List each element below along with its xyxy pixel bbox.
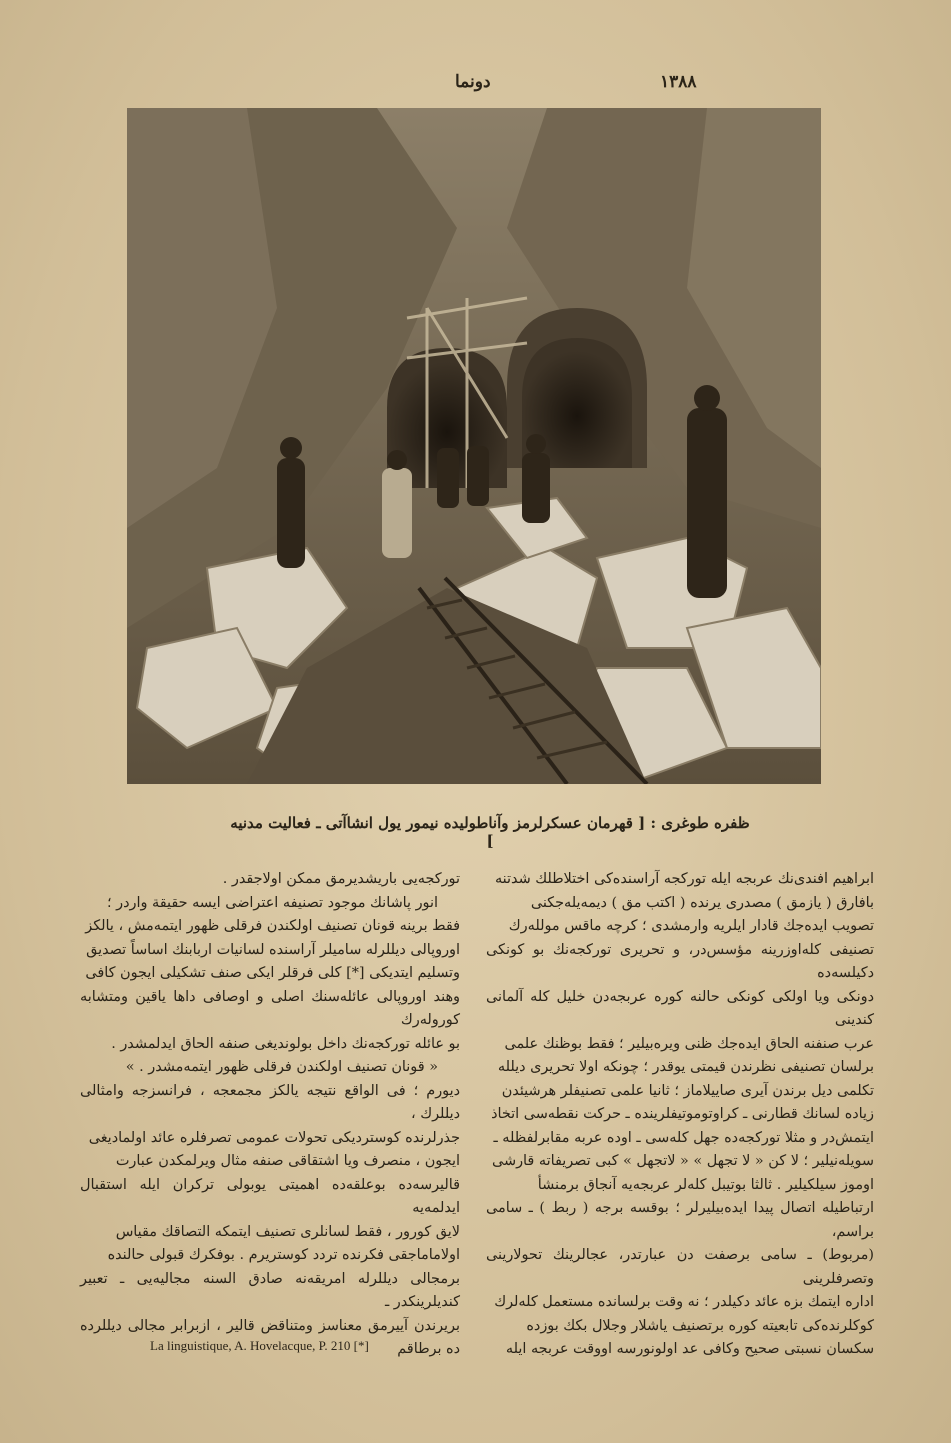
text-line: سویلەنیلیر ؛ لا کن « لا تجهل » « لاتجهل » کبی تصریفاته قارشی xyxy=(492,1153,874,1169)
photo-caption: ظفره طوغری : [ قهرمان عسکرلرمز وآناطولیده نیمور یول انشاآتی ـ فعالیت مدنیه ] xyxy=(230,814,750,850)
page-number: ١٣٨٨ xyxy=(660,72,697,92)
text-line: ایجون ، منصرف ویا اشتقاقی صنفه مثال ویرلمکدن عبارت xyxy=(115,1153,460,1169)
text-line: قالیرسه‌ده بوعلقه‌ده اهمیتی یوبولی ترکران ایله استقبال ایدلمه‌یه xyxy=(80,1176,460,1216)
text-line: دیورم ؛ فی الواقع نتیجه یالکز مجمعجه ، فرانسزجه وامثالی دیللرك ، xyxy=(80,1082,460,1122)
text-line: سکسان نسبتی صحیح وکافی عد اولونورسه اووقت عربجه ایله xyxy=(505,1341,874,1357)
text-line: وتسلیم ایتدیکی [*] کلی فرقلر ایکی صنف تشکیلی ایجون کافی xyxy=(85,965,460,981)
text-line: « قونان تصنیف اولکندن فرقلی ظهور ایتمه‌مشدر . » xyxy=(125,1059,438,1075)
text-line: وهند اوروپالی عائله‌سنك اصلی و اوصافی داها یاقین ومتشابه کورولەرك xyxy=(80,988,460,1028)
text-line: دونکی ویا اولکی کونکی حالنه کوره عربجه‌دن خلیل کله آلمانی کندینی xyxy=(486,988,874,1028)
text-line: بو عائله تورکجه‌نك داخل بولوندیغی صنفه الحاق ایدلمشدر . xyxy=(111,1035,460,1052)
text-line: لایق کورور ، فقط لسانلری تصنیف ایتمکه التصاقك مقیاس xyxy=(115,1223,460,1240)
text-line: تصنیفی کلەاوزرینه‌ مؤسس‌در، و تحریری تورکجه‌نك بو کونکی دکیلسه‌ده xyxy=(486,941,874,981)
text-line: ارتباطیله اتصال پیدا ایده‌بیلیرلر ؛ بوقسه برجه ( ربط ) ـ سامی براسم، xyxy=(486,1200,874,1240)
text-line: اوروپالی دیللرله سامیلر آراسنده لسانیات اربابنك اساساً تصدیق xyxy=(86,941,460,958)
tunnel-construction-photo xyxy=(127,108,821,784)
footnote: La linguistique, A. Hovelacque, P. 210 [*] xyxy=(150,1338,369,1353)
text-line: اوموز سیلکیلیر . ثالثا بوتیبل کلەلر عربجه‌یه آنجاق برمنشأ xyxy=(537,1176,874,1193)
journal-title: دونما xyxy=(455,72,491,92)
text-line: اداره ایتمك بزه عائد دکیلدر ؛ نه وقت برلسانده مستعمل کله‌لرك xyxy=(494,1294,874,1310)
text-line: برمجالی دیللرله امریقه‌نه صادق السنه مجالیه‌یی ـ تعبیر کندیلرینکدر ـ xyxy=(80,1270,460,1310)
text-line: تکلمی دیل برندن آیری صاییلاماز ؛ ثانیا علمی تصنیفلر هرشیئدن xyxy=(501,1082,874,1099)
text-line: فقط برینه قونان تصنیف اولکندن فرقلی ظهور ایتمه‌مش ، یالکز xyxy=(85,918,460,934)
text-line: عرب صنفنه الحاق ایده‌جك ظنی ویره‌بیلیر ؛ فقط بوظنك علمی xyxy=(504,1035,874,1052)
text-line: جذرلرنده کوستردیکی تحولات عمومی تصرفلره عائد اولمادیغی xyxy=(88,1129,460,1146)
text-line: اولاماماجقی فکرنده تردد کوستریرم . بوفکرك قبولی حالنده xyxy=(107,1247,460,1263)
text-line: (مربوط) ـ سامی برصفت دن عبارتدر، عجالرینك تحولارینی وتصرفلرینی xyxy=(486,1247,874,1287)
text-line: تورکجه‌یی باریشدیرمق ممکن اولاجقدر . xyxy=(222,871,460,887)
text-line: کوکلرنده‌کی تابعیته کوره برتصنیف یاشلار وجلال بکك بوزده xyxy=(526,1317,874,1334)
text-line: ابراهیم افندی‌نك عربجه ایله تورکجه آراسنده‌كی اختلاطلك شدتنه xyxy=(494,871,874,887)
text-line: زیاده لسانك قطارنی ـ کراوتوموتیفلرینده ـ حرکت نقطه‌سی اتخاذ xyxy=(491,1106,874,1122)
photo-illustration xyxy=(127,108,821,784)
text-line: انور پاشانك موجود تصنیفه اعتراضی ایسه حقیقة واردر ؛ xyxy=(107,894,438,911)
text-line: تصویب ایده‌جك قادار ایلریه وارمشدی ؛ کرچه ماقس موللەرك xyxy=(508,918,874,934)
article-column-right xyxy=(486,868,874,1362)
text-line: ایتمش‌در و مثلا تورکجه‌ده جهل کلەسی ـ اوده عربه مقابرلفظله ـ xyxy=(493,1129,874,1146)
text-line: بافارق ( یازمق ) مصدری یرنده ( اکتب مق ) دیمه‌یله‌جکنی xyxy=(530,894,874,911)
text-line: برلسان تصنیفی نظرندن قیمتی یوقدر ؛ چونکه اولا تحریری دیلله xyxy=(497,1059,874,1075)
text-line: بریرندن آییرمق معناسز ومتناقض قالیر ، ازبرابر مجالی دیللرده ده برطاقم xyxy=(80,1317,460,1357)
article-column-left xyxy=(80,868,460,1362)
